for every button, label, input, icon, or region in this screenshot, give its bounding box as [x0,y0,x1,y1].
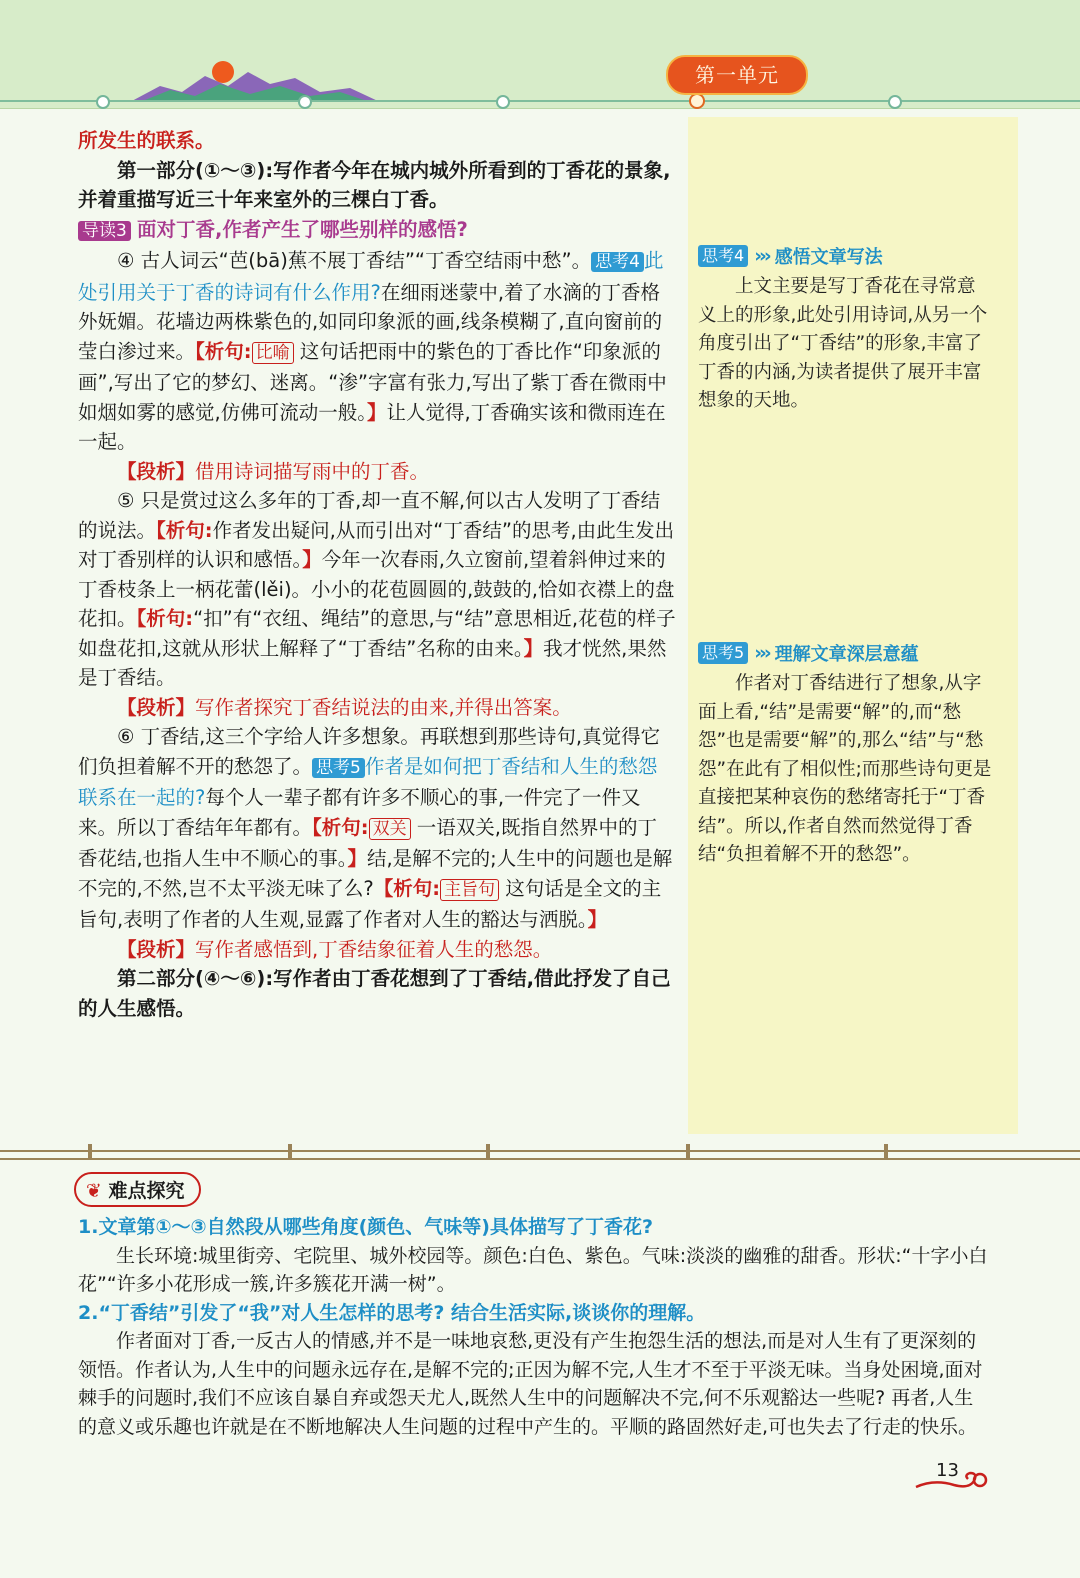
analysis-label: 【析句: [373,876,441,900]
continued-line: 所发生的联系。 [78,129,215,152]
scroll-ornament-icon: ❦ [86,1180,102,1202]
header-dot-icon [496,95,510,109]
rhetoric-tag: 比喻 [252,342,294,364]
divider-ornament-icon [486,1144,490,1160]
think-4-tag: 思考4 [698,245,748,267]
page-header [0,0,1080,109]
analysis-text: 一语双关,既指自然界中的丁香花结,也指人生中不顺心的事。 [78,815,657,870]
paragraph-6-text: 每个人一辈子都有许多不顺心的事,一件完了一件又来。所以丁香结年年都有。 [78,786,641,839]
paragraph-analysis-label: 【段析】 [117,937,196,961]
part-two-summary: 第二部分(④～⑥):写作者由丁香花想到了丁香结,借此抒发了自己的人生感悟。 [78,967,671,1020]
paragraph-4: ④ 古人词云“芭(bā)蕉不展丁香结”“丁香空结雨中愁”。 思考4 此处引用关于丁香的诗词有什么作用?在细雨迷蒙中,着了水滴的丁香格外妩媚。花墙边两株紫色的,如同印象派的画,线条模糊了,直向窗前的莹白渗过来。【析句: 比喻 这句话把雨中的紫色的丁香比作“印象派的画”,写出了它的梦幻、迷离。“渗”字富有张力,写出了紫丁香在微雨中如烟如雾的感觉,仿佛可流动一般。】让人觉得,丁香确实该和微雨连在一起。 [78,249,667,453]
main-text [78,126,676,1023]
header-dot-icon [888,95,902,109]
section-title [74,1172,201,1207]
divider-ornament-icon [288,1144,292,1160]
answer-1: 生长环境:城里街旁、宅院里、城外校园等。颜色:白色、紫色。气味:淡淡的幽雅的甜香。形状:“十字小白花”“许多小花形成一簇,许多簇花开满一树”。 [78,1244,988,1295]
paragraph-analysis-text: 写作者探究丁香结说法的由来,并得出答案。 [195,695,572,719]
paragraph-6-text: 结,是解不完的;人生中的问题也是解不完的,不然,岂不太平淡无味了么? [78,847,673,900]
difficulty-section [78,1172,990,1441]
analysis-text: “扣”有“衣纽、绳结”的意思,与“结”意思相近,花苞的样子如盘花扣,这就从形状上解释了“丁香结”名称的由来。 [78,607,676,660]
paragraph-analysis-label: 【段析】 [117,695,196,719]
question-1: 1.文章第①～③自然段从哪些角度(颜色、气味等)具体描写了丁香花? [78,1216,654,1238]
side-note-header [698,640,992,666]
divider-ornament-icon [686,1144,690,1160]
side-note-title: 感悟文章写法 [774,247,883,268]
header-rule [0,100,1080,102]
header-dot-active-icon [689,93,705,109]
double-chevron-icon: ››› [754,245,769,267]
paragraph-4-text: 让人觉得,丁香确实该和微雨连在一起。 [78,400,666,453]
double-chevron-icon: ››› [754,642,769,664]
analysis-label: 【析句: [312,815,369,839]
side-note-think-4 [698,243,992,416]
think-5-tag: 思考5 [312,758,365,778]
side-note-body: 作者对丁香结进行了想象,从字面上看,“结”是需要“解”的,而“愁怨”也是需要“解”的,那么“结”与“愁怨”在此有了相似性;而那些诗句更是直接把某种哀伤的愁绪寄托于“丁香结”。所以,作者自然而然觉得丁香结“负担着解不开的愁怨”。 [698,673,992,865]
paragraph-analysis-text: 借用诗词描写雨中的丁香。 [195,459,430,483]
paragraph-5-text: 我才恍然,果然是丁香结。 [78,636,667,689]
question-2: 2.“丁香结”引发了“我”对人生怎样的思考? 结合生活实际,谈谈你的理解。 [78,1301,706,1324]
side-note-header [698,243,992,269]
paragraph-4-text: 在细雨迷蒙中,着了水滴的丁香格外妩媚。花墙边两株紫色的,如同印象派的画,线条模糊了,直向窗前的莹白渗过来。 [78,280,663,363]
paragraph-5-text: 今年一次春雨,久立窗前,望着斜伸过来的丁香枝条上一柄花蕾(lěi)。小小的花苞圆圆的,鼓鼓的,恰如衣襟上的盘花扣。 [78,548,675,630]
paragraph-analysis [78,457,676,487]
answer-2: 作者面对丁香,一反古人的情感,并不是一味地哀愁,更没有产生抱怨生活的想法,而是对人生有了更深刻的领悟。作者认为,人生中的问题永远存在,是解不完的;正因为解不完,人生才不至于平淡无味。当身处困境,面对棘手的问题时,我们不应该自暴自弃或怨天尤人,既然人生中的问题解决不完,何不乐观豁达一些呢? 再者,人生的意义或乐趣也许就是在不断地解决人生问题的过程中产生的。平顺的路固然好走,可也失去了行走的快乐。 [78,1330,983,1438]
part-one-summary: 第一部分(①～③):写作者今年在城内城外所看到的丁香花的景象,并着重描写近三十年来室外的三棵白丁香。 [78,158,671,211]
analysis-text: 这句话是全文的主旨句,表明了作者的人生观,显露了作者对人生的豁达与洒脱。 [78,876,662,931]
paragraph-4-text: ④ 古人词云“芭(bā)蕉不展丁香结”“丁香空结雨中愁”。 [117,249,592,272]
paragraph-5: ⑤ 只是赏过这么多年的丁香,却一直不解,何以古人发明了丁香结的说法。【析句:作者发出疑问,从而引出对“丁香结”的思考,由此生发出对丁香别样的认识和感悟。】今年一次春雨,久立窗前,望着斜伸过来的丁香枝条上一柄花蕾(lěi)。小小的花苞圆圆的,鼓鼓的,恰如衣襟上的盘花扣。【析句:“扣”有“衣纽、绳结”的意思,与“结”意思相近,花苞的样子如盘花扣,这就从形状上解释了“丁香结”名称的由来。】我才恍然,果然是丁香结。 [78,489,676,689]
think-5-tag: 思考5 [698,642,748,664]
paragraph-analysis [78,693,676,723]
section-title-text: 难点探究 [108,1180,185,1202]
analysis-text: 作者发出疑问,从而引出对“丁香结”的思考,由此生发出对丁香别样的认识和感悟。 [78,518,675,571]
analysis-text: 这句话把雨中的紫色的丁香比作“印象派的画”,写出了它的梦幻、迷离。“渗”字富有张力,写出了紫丁香在微雨中如烟如雾的感觉,仿佛可流动一般。 [78,339,667,424]
think-5-question: 作者是如何把丁香结和人生的愁怨联系在一起的? [78,754,658,809]
header-dot-icon [96,95,110,109]
think-4-tag: 思考4 [591,252,644,272]
paragraph-5-text: ⑤ 只是赏过这么多年的丁香,却一直不解,何以古人发明了丁香结的说法。 [78,489,661,542]
side-note-think-5 [698,640,992,870]
paragraph-6-text: ⑥ 丁香结,这三个字给人许多想象。再联想到那些诗句,真觉得它们负担着解不开的愁怨了。 [78,725,661,778]
divider-ornament-icon [884,1144,888,1160]
side-note-body: 上文主要是写丁香花在寻常意义上的形象,此处引用诗词,从另一个角度引出了“丁香结”的形象,丰富了丁香的内涵,为读者提供了展开丰富想象的天地。 [698,276,988,411]
analysis-label: 【析句: [195,339,252,363]
paragraph-6: ⑥ 丁香结,这三个字给人许多想象。再联想到那些诗句,真觉得它们负担着解不开的愁怨了。 思考5 作者是如何把丁香结和人生的愁怨联系在一起的?每个人一辈子都有许多不顺心的事,一件完了一件又来。所以丁香结年年都有。【析句: 双关 一语双关,既指自然界中的丁香花结,也指人生中不顺心的事。】结,是解不完的;人生中的问题也是解不完的,不然,岂不太平淡无味了么?【析句: 主旨句 这句话是全文的主旨句,表明了作者的人生观,显露了作者对人生的豁达与洒脱。】 [78,725,673,931]
guide-tag: 导读3 [78,221,131,241]
paragraph-analysis [78,935,676,965]
analysis-label: 【析句: [136,607,194,630]
paragraph-analysis-label: 【段析】 [117,459,196,483]
section-divider [0,1150,1080,1160]
guide-question [78,215,676,247]
side-note-title: 理解文章深层意蕴 [774,644,919,665]
paragraph-analysis-text: 写作者感悟到,丁香结象征着人生的愁怨。 [195,937,553,961]
guide-question-text: 面对丁香,作者产生了哪些别样的感悟? [137,217,468,241]
mountain-sun-logo-icon [130,52,380,104]
think-4-question: 此处引用关于丁香的诗词有什么作用? [78,249,664,304]
analysis-label: 【析句: [156,518,213,542]
unit-badge: 第一单元 [666,55,808,95]
divider-ornament-icon [88,1144,92,1160]
header-dot-icon [298,95,312,109]
page-number: 13 [936,1460,959,1481]
theme-sentence-tag: 主旨句 [440,879,499,901]
rhetoric-tag: 双关 [369,818,411,840]
